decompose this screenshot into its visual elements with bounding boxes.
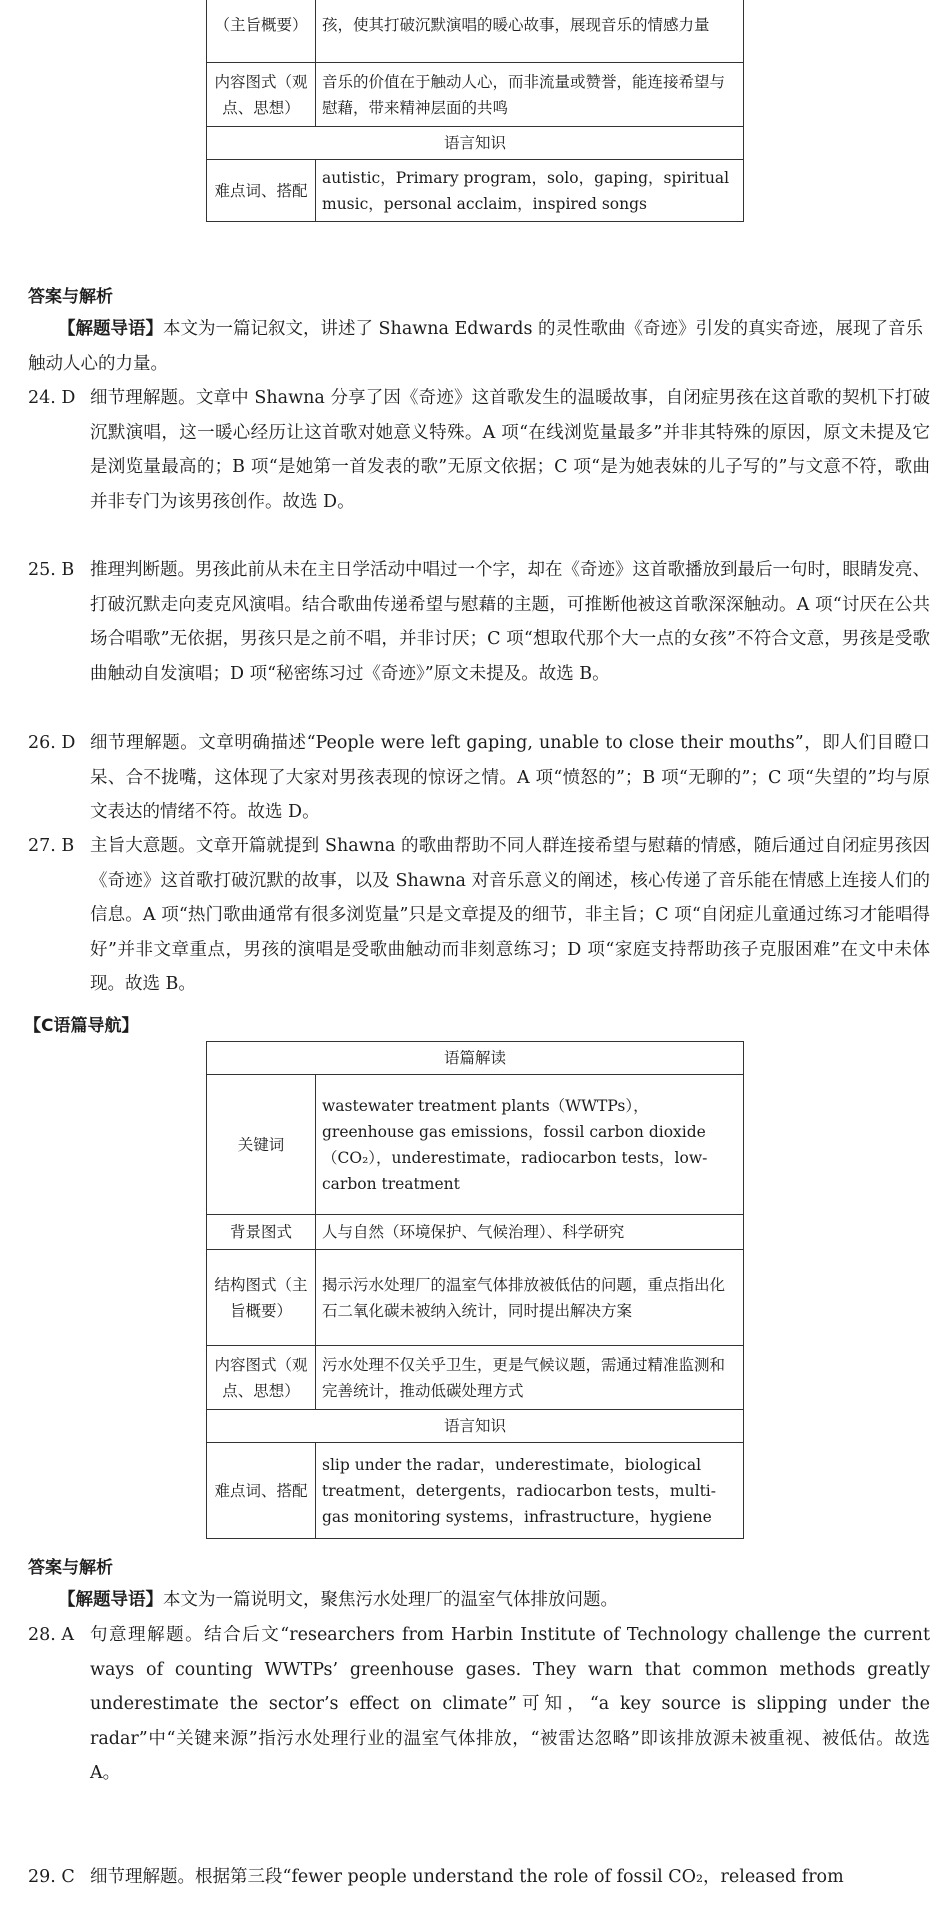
intro-label: 【解题导语】 [58, 319, 163, 339]
answer-text: 细节理解题。文章明确描述“People were left gaping, unable to close their mouths”，即人们目瞪口呆、合不拢嘴，这体现了大家对男孩表现的惊讶之情。A 项“愤怒的”；B 项“无聊的”；C 项“失望的”均与原文表达的情绪不符。故选 D。 [90, 733, 930, 822]
table-key-cell: 难点词、搭配 [207, 1443, 316, 1539]
answer-item [28, 553, 930, 691]
table-key-cell: 背景图式 [207, 1215, 316, 1250]
table-value-cell: 人与自然（环境保护、气候治理）、科学研究 [316, 1215, 744, 1250]
intro-paragraph [28, 312, 928, 381]
intro-paragraph [28, 1583, 928, 1618]
table-row [207, 127, 744, 160]
text-guide-table-2 [206, 1041, 744, 1539]
answer-item [28, 829, 930, 1002]
answer-heading: 答案与解析 [28, 287, 113, 307]
answer-number: 28. A [28, 1625, 75, 1645]
table-row [207, 1215, 744, 1250]
table-value-cell: 音乐的价值在于触动人心，而非流量或赞誉，能连接希望与慰藉，带来精神层面的共鸣 [316, 63, 744, 127]
table-row [207, 1410, 744, 1443]
table-row [207, 1042, 744, 1075]
table-row [207, 1346, 744, 1410]
table-key-cell: 难点词、搭配 [207, 160, 316, 222]
answer-number: 25. B [28, 560, 75, 580]
table-row [207, 1075, 744, 1215]
table-row [207, 63, 744, 127]
table-value-cell: 揭示污水处理厂的温室气体排放被低估的问题，重点指出化石二氧化碳未被纳入统计，同时提出解决方案 [316, 1250, 744, 1346]
answer-text: 主旨大意题。文章开篇就提到 Shawna 的歌曲帮助不同人群连接希望与慰藉的情感，随后通过自闭症男孩因《奇迹》这首歌打破沉默的故事，以及 Shawna 对音乐意义的阐述，核心传递了音乐能在情感上连接人们的信息。A 项“热门歌曲通常有很多浏览量”只是文章提及的细节，非主旨；C 项“自闭症儿童通过练习才能唱得好”并非文章重点，男孩的演唱是受歌曲触动而非刻意练习；D 项“家庭支持帮助孩子克服困难”在文中未体现。故选 B。 [90, 836, 930, 994]
answer-text: 推理判断题。男孩此前从未在主日学活动中唱过一个字，却在《奇迹》这首歌播放到最后一句时，眼睛发亮、打破沉默走向麦克风演唱。结合歌曲传递希望与慰藉的主题，可推断他被这首歌深深触动。A 项“讨厌在公共场合唱歌”无依据，男孩只是之前不唱，并非讨厌；C 项“想取代那个大一点的女孩”不符合文意，男孩是受歌曲触动自发演唱；D 项“秘密练习过《奇迹》”原文未提及。故选 B。 [90, 560, 930, 684]
answer-number: 24. D [28, 388, 76, 408]
table-key-cell: 内容图式（观点、思想） [207, 63, 316, 127]
answer-text: 细节理解题。文章中 Shawna 分享了因《奇迹》这首歌发生的温暖故事，自闭症男孩在这首歌的契机下打破沉默演唱，这一暖心经历让这首歌对她意义特殊。A 项“在线浏览量最多”并非其特殊的原因，原文未提及它是浏览量最高的；B 项“是她第一首发表的歌”无原文依据；C 项“是为她表妹的儿子写的”与文意不符，歌曲并非专门为该男孩创作。故选 D。 [90, 388, 930, 512]
answer-text: 细节理解题。根据第三段“fewer people understand the role of fossil CO₂，released from [90, 1867, 844, 1887]
table-key-cell: 内容图式（观点、思想） [207, 1346, 316, 1410]
intro-text: 本文为一篇说明文，聚焦污水处理厂的温室气体排放问题。 [163, 1590, 618, 1610]
intro-text: 本文为一篇记叙文，讲述了 Shawna Edwards 的灵性歌曲《奇迹》引发的真实奇迹，展现了音乐触动人心的力量。 [28, 319, 923, 374]
table-section-header: 语篇解读 [207, 1042, 744, 1075]
table-row [207, 1443, 744, 1539]
table-section-header: 语言知识 [207, 1410, 744, 1443]
table-value-cell: slip under the radar，underestimate，biological treatment，detergents，radiocarbon tests，multi-gas monitoring systems，infrastructure，hygiene [316, 1443, 744, 1539]
answer-item [28, 381, 930, 519]
answer-item [28, 1860, 930, 1895]
answer-item [28, 726, 930, 830]
table-row [207, 0, 744, 63]
text-guide-table-1 [206, 0, 744, 222]
table-value-cell: 孩，使其打破沉默演唱的暖心故事，展现音乐的情感力量 [316, 0, 744, 63]
answer-number: 29. C [28, 1867, 75, 1887]
answer-text: 句意理解题。结合后文“researchers from Harbin Institute of Technology challenge the current ways of counting WWTPs’ greenhouse gases. They warn that common methods greatly underestimate the sector’s effect on climate”可知，“a key source is slipping under the radar”中“关键来源”指污水处理行业的温室气体排放，“被雷达忽略”即该排放源未被重视、被低估。故选 A。 [90, 1625, 930, 1783]
intro-label: 【解题导语】 [58, 1590, 163, 1610]
table-value-cell: autistic，Primary program，solo，gaping，spiritual music，personal acclaim，inspired songs [316, 160, 744, 222]
answer-number: 26. D [28, 733, 76, 753]
table-key-cell: 结构图式（主旨概要） [207, 1250, 316, 1346]
table-value-cell: wastewater treatment plants（WWTPs），greenhouse gas emissions，fossil carbon dioxide（CO₂），underestimate，radiocarbon tests，low-carbon treatment [316, 1075, 744, 1215]
table-row [207, 160, 744, 222]
answer-number: 27. B [28, 836, 75, 856]
table-key-cell: （主旨概要） [207, 0, 316, 63]
answer-item [28, 1618, 930, 1791]
table-key-cell: 关键词 [207, 1075, 316, 1215]
table-section-header: 语言知识 [207, 127, 744, 160]
table-row [207, 1250, 744, 1346]
answer-heading: 答案与解析 [28, 1558, 113, 1578]
table-value-cell: 污水处理不仅关乎卫生，更是气候议题，需通过精准监测和完善统计，推动低碳处理方式 [316, 1346, 744, 1410]
c-passage-heading: 【C语篇导航】 [24, 1016, 139, 1036]
